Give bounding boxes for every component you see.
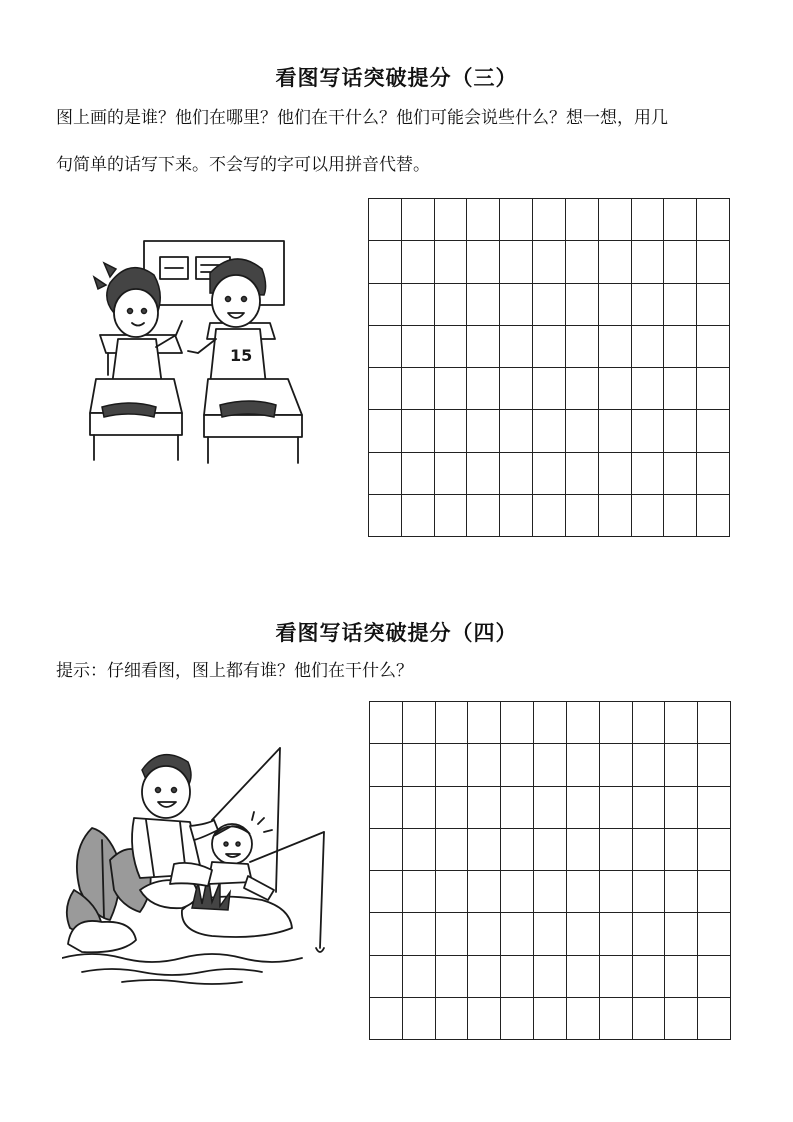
- instruction-line-1: 图上画的是谁？他们在哪里？他们在干什么？他们可能会说些什么？想一想，用几: [56, 108, 668, 128]
- grid-cell[interactable]: [698, 998, 731, 1040]
- grid-cell[interactable]: [697, 453, 730, 495]
- classroom-illustration: [70, 235, 315, 470]
- grid-cell[interactable]: [436, 787, 469, 829]
- grid-cell[interactable]: [501, 956, 534, 998]
- grid-cell[interactable]: [633, 702, 666, 744]
- grid-cell[interactable]: [632, 326, 665, 368]
- grid-cell[interactable]: [600, 956, 633, 998]
- grid-cell[interactable]: [664, 410, 697, 452]
- grid-cell[interactable]: [467, 410, 500, 452]
- grid-cell[interactable]: [664, 199, 697, 241]
- grid-cell[interactable]: [369, 326, 402, 368]
- grid-cell[interactable]: [567, 787, 600, 829]
- grid-cell[interactable]: [664, 368, 697, 410]
- grid-cell[interactable]: [600, 787, 633, 829]
- grid-cell[interactable]: [665, 744, 698, 786]
- grid-cell[interactable]: [369, 495, 402, 537]
- grid-cell[interactable]: [566, 284, 599, 326]
- grid-cell[interactable]: [567, 913, 600, 955]
- grid-cell[interactable]: [403, 829, 436, 871]
- grid-cell[interactable]: [567, 829, 600, 871]
- grid-cell[interactable]: [403, 871, 436, 913]
- grid-cell[interactable]: [698, 871, 731, 913]
- grid-cell[interactable]: [501, 998, 534, 1040]
- grid-cell[interactable]: [533, 495, 566, 537]
- fishing-illustration: [62, 740, 332, 985]
- grid-cell[interactable]: [697, 284, 730, 326]
- grid-cell[interactable]: [566, 241, 599, 283]
- grid-cell[interactable]: [533, 241, 566, 283]
- grid-cell[interactable]: [436, 956, 469, 998]
- grid-cell[interactable]: [467, 495, 500, 537]
- grid-cell[interactable]: [633, 998, 666, 1040]
- grid-cell[interactable]: [500, 326, 533, 368]
- grid-cell[interactable]: [435, 241, 468, 283]
- grid-cell[interactable]: [697, 495, 730, 537]
- grid-cell[interactable]: [664, 326, 697, 368]
- grid-cell[interactable]: [664, 284, 697, 326]
- grid-cell[interactable]: [369, 199, 402, 241]
- grid-cell[interactable]: [600, 702, 633, 744]
- grid-cell[interactable]: [403, 744, 436, 786]
- grid-cell[interactable]: [435, 495, 468, 537]
- grid-cell[interactable]: [566, 453, 599, 495]
- grid-cell[interactable]: [566, 495, 599, 537]
- grid-cell[interactable]: [436, 998, 469, 1040]
- grid-cell[interactable]: [665, 829, 698, 871]
- grid-cell[interactable]: [567, 702, 600, 744]
- grid-cell[interactable]: [501, 829, 534, 871]
- grid-cell[interactable]: [567, 744, 600, 786]
- grid-cell[interactable]: [697, 199, 730, 241]
- writing-grid-section-3[interactable]: [368, 198, 730, 537]
- grid-cell[interactable]: [567, 998, 600, 1040]
- grid-cell[interactable]: [534, 787, 567, 829]
- grid-cell[interactable]: [501, 913, 534, 955]
- grid-cell[interactable]: [633, 913, 666, 955]
- grid-cell[interactable]: [403, 956, 436, 998]
- grid-cell[interactable]: [500, 453, 533, 495]
- grid-cell[interactable]: [468, 871, 501, 913]
- grid-cell[interactable]: [697, 241, 730, 283]
- grid-cell[interactable]: [698, 787, 731, 829]
- grid-cell[interactable]: [632, 241, 665, 283]
- grid-cell[interactable]: [533, 453, 566, 495]
- grid-cell[interactable]: [369, 410, 402, 452]
- grid-cell[interactable]: [500, 368, 533, 410]
- grid-cell[interactable]: [402, 241, 435, 283]
- section-4-title: 看图写话突破提分（四）: [275, 620, 518, 645]
- grid-cell[interactable]: [600, 871, 633, 913]
- grid-cell[interactable]: [402, 284, 435, 326]
- grid-cell[interactable]: [632, 495, 665, 537]
- grid-cell[interactable]: [369, 241, 402, 283]
- grid-cell[interactable]: [697, 326, 730, 368]
- grid-cell[interactable]: [533, 368, 566, 410]
- grid-cell[interactable]: [665, 913, 698, 955]
- grid-cell[interactable]: [599, 410, 632, 452]
- grid-cell[interactable]: [533, 199, 566, 241]
- grid-cell[interactable]: [632, 368, 665, 410]
- grid-cell[interactable]: [633, 829, 666, 871]
- grid-cell[interactable]: [632, 284, 665, 326]
- grid-cell[interactable]: [599, 284, 632, 326]
- grid-cell[interactable]: [566, 326, 599, 368]
- writing-grid-section-4[interactable]: [369, 701, 731, 1040]
- grid-cell[interactable]: [500, 410, 533, 452]
- grid-cell[interactable]: [435, 199, 468, 241]
- grid-cell[interactable]: [435, 410, 468, 452]
- grid-cell[interactable]: [698, 702, 731, 744]
- grid-cell[interactable]: [467, 368, 500, 410]
- grid-cell[interactable]: [599, 368, 632, 410]
- grid-cell[interactable]: [632, 199, 665, 241]
- grid-cell[interactable]: [370, 829, 403, 871]
- grid-cell[interactable]: [467, 453, 500, 495]
- grid-cell[interactable]: [665, 871, 698, 913]
- grid-cell[interactable]: [698, 913, 731, 955]
- grid-cell[interactable]: [664, 241, 697, 283]
- grid-cell[interactable]: [534, 998, 567, 1040]
- grid-cell[interactable]: [698, 744, 731, 786]
- grid-cell[interactable]: [698, 956, 731, 998]
- grid-cell[interactable]: [370, 787, 403, 829]
- grid-cell[interactable]: [435, 284, 468, 326]
- grid-cell[interactable]: [402, 368, 435, 410]
- grid-cell[interactable]: [633, 744, 666, 786]
- grid-cell[interactable]: [633, 956, 666, 998]
- grid-cell[interactable]: [633, 787, 666, 829]
- grid-cell[interactable]: [599, 199, 632, 241]
- grid-cell[interactable]: [468, 829, 501, 871]
- grid-cell[interactable]: [402, 453, 435, 495]
- grid-cell[interactable]: [468, 702, 501, 744]
- grid-cell[interactable]: [435, 368, 468, 410]
- grid-cell[interactable]: [600, 998, 633, 1040]
- grid-cell[interactable]: [403, 787, 436, 829]
- grid-cell[interactable]: [599, 495, 632, 537]
- grid-cell[interactable]: [567, 956, 600, 998]
- grid-cell[interactable]: [370, 702, 403, 744]
- grid-cell[interactable]: [600, 744, 633, 786]
- grid-cell[interactable]: [403, 702, 436, 744]
- grid-cell[interactable]: [633, 871, 666, 913]
- grid-cell[interactable]: [500, 199, 533, 241]
- grid-cell[interactable]: [534, 829, 567, 871]
- grid-cell[interactable]: [369, 368, 402, 410]
- grid-cell[interactable]: [599, 326, 632, 368]
- grid-cell[interactable]: [435, 326, 468, 368]
- grid-cell[interactable]: [468, 744, 501, 786]
- grid-cell[interactable]: [632, 410, 665, 452]
- grid-cell[interactable]: [467, 199, 500, 241]
- grid-cell[interactable]: [566, 368, 599, 410]
- grid-cell[interactable]: [468, 787, 501, 829]
- grid-cell[interactable]: [599, 241, 632, 283]
- grid-cell[interactable]: [436, 829, 469, 871]
- grid-cell[interactable]: [664, 453, 697, 495]
- grid-cell[interactable]: [467, 241, 500, 283]
- grid-cell[interactable]: [436, 744, 469, 786]
- grid-cell[interactable]: [534, 913, 567, 955]
- grid-cell[interactable]: [566, 410, 599, 452]
- grid-cell[interactable]: [500, 284, 533, 326]
- grid-cell[interactable]: [698, 829, 731, 871]
- grid-cell[interactable]: [665, 787, 698, 829]
- grid-cell[interactable]: [403, 998, 436, 1040]
- section-3-title: 看图写话突破提分（三）: [275, 65, 518, 90]
- grid-cell[interactable]: [534, 702, 567, 744]
- grid-cell[interactable]: [501, 871, 534, 913]
- grid-cell[interactable]: [370, 998, 403, 1040]
- grid-cell[interactable]: [697, 368, 730, 410]
- grid-cell[interactable]: [697, 410, 730, 452]
- grid-cell[interactable]: [435, 453, 468, 495]
- grid-cell[interactable]: [632, 453, 665, 495]
- grid-cell[interactable]: [369, 284, 402, 326]
- section-4-instruction: 提示：仔细看图，图上都有谁？他们在干什么？: [56, 661, 413, 681]
- grid-cell[interactable]: [533, 410, 566, 452]
- grid-cell[interactable]: [468, 998, 501, 1040]
- grid-cell[interactable]: [665, 956, 698, 998]
- grid-cell[interactable]: [600, 829, 633, 871]
- grid-cell[interactable]: [533, 326, 566, 368]
- grid-cell[interactable]: [500, 241, 533, 283]
- grid-cell[interactable]: [436, 913, 469, 955]
- classroom-two-children-icon: [70, 235, 315, 470]
- grid-cell[interactable]: [370, 913, 403, 955]
- grid-cell[interactable]: [534, 744, 567, 786]
- grid-cell[interactable]: [599, 453, 632, 495]
- grid-cell[interactable]: [534, 871, 567, 913]
- grid-cell[interactable]: [500, 495, 533, 537]
- grid-cell[interactable]: [436, 871, 469, 913]
- grid-cell[interactable]: [664, 495, 697, 537]
- instruction-line-2: 句简单的话写下来。不会写的字可以用拼音代替。: [56, 155, 430, 175]
- grid-cell[interactable]: [467, 284, 500, 326]
- grid-cell[interactable]: [501, 744, 534, 786]
- section-3-instruction: [56, 95, 746, 189]
- grid-cell[interactable]: [665, 702, 698, 744]
- grid-cell[interactable]: [403, 913, 436, 955]
- grid-cell[interactable]: [501, 702, 534, 744]
- grid-cell[interactable]: [467, 326, 500, 368]
- grid-cell[interactable]: [567, 871, 600, 913]
- grid-cell[interactable]: [501, 787, 534, 829]
- grid-cell[interactable]: [369, 453, 402, 495]
- grid-cell[interactable]: [600, 913, 633, 955]
- father-son-fishing-icon: [62, 740, 332, 985]
- grid-cell[interactable]: [566, 199, 599, 241]
- grid-cell[interactable]: [665, 998, 698, 1040]
- grid-cell[interactable]: [402, 410, 435, 452]
- grid-cell[interactable]: [468, 956, 501, 998]
- grid-cell[interactable]: [534, 956, 567, 998]
- grid-cell[interactable]: [370, 871, 403, 913]
- svg-text:15: 15: [230, 346, 253, 365]
- grid-cell[interactable]: [436, 702, 469, 744]
- grid-cell[interactable]: [468, 913, 501, 955]
- grid-cell[interactable]: [402, 495, 435, 537]
- grid-cell[interactable]: [402, 199, 435, 241]
- grid-cell[interactable]: [402, 326, 435, 368]
- grid-cell[interactable]: [370, 956, 403, 998]
- grid-cell[interactable]: [370, 744, 403, 786]
- grid-cell[interactable]: [533, 284, 566, 326]
